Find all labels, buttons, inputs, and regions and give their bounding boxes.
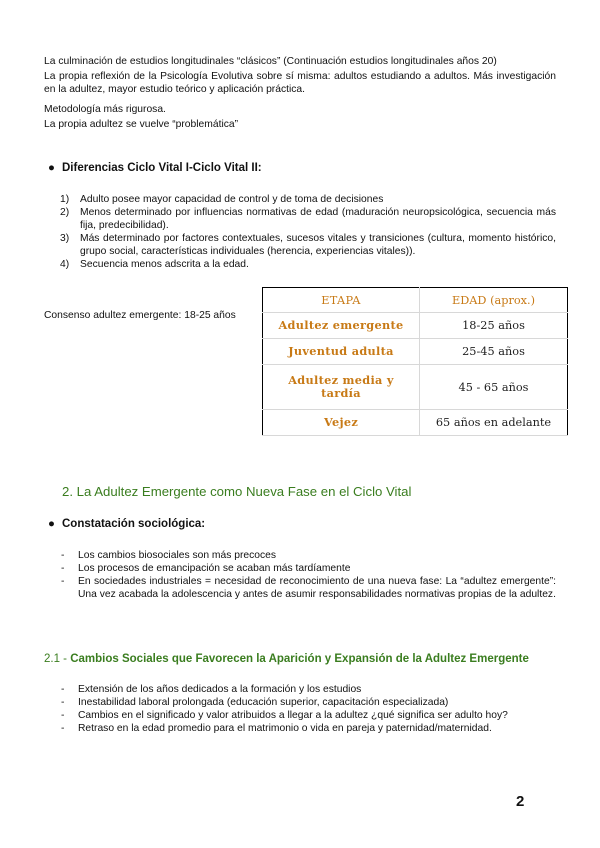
cambios-list: [44, 683, 556, 735]
list-item: [44, 258, 556, 271]
constatacion-heading-text: Constatación sociológica:: [62, 518, 206, 530]
list-item-text: Más determinado por factores contextuales, sucesos vitales y transiciones (cultura, momento histórico, grupo social, características individuales (herencia, experiencias vitales)).: [80, 233, 556, 257]
list-item-text: Adulto posee mayor capacidad de control y de toma de decisiones: [80, 194, 384, 205]
section-2-1-title-text: Cambios Sociales que Favorecen la Aparición y Expansión de la Adultez Emergente: [70, 653, 529, 665]
section-2-title: 2. La Adultez Emergente como Nueva Fase en el Ciclo Vital: [62, 484, 412, 499]
diferencias-heading-text: Diferencias Ciclo Vital I-Ciclo Vital II:: [62, 162, 262, 174]
list-item-text: Retraso en la edad promedio para el matrimonio o vida en pareja y paternidad/maternidad.: [78, 723, 492, 734]
dash-icon: -: [61, 710, 65, 721]
list-item-text: Menos determinado por influencias normativas de edad (maduración neuropsicológica, secuencia más fija, predecibilidad).: [80, 207, 556, 231]
bullet-icon: ●: [48, 162, 55, 174]
list-item-text: Los procesos de emancipación se acaban más tardíamente: [78, 563, 351, 574]
list-item: [44, 709, 556, 722]
dash-icon: -: [61, 576, 65, 587]
intro-line-4: La propia adultez se vuelve “problemática”: [44, 119, 239, 130]
bullet-icon: ●: [48, 518, 55, 530]
constatacion-list: [44, 549, 556, 601]
list-item: [44, 575, 556, 601]
list-item: [44, 696, 556, 709]
list-item-text: Extensión de los años dedicados a la formación y los estudios: [78, 684, 362, 695]
table-cell-etapa: [263, 365, 420, 410]
dash-icon: -: [61, 723, 65, 734]
list-item: [44, 549, 556, 562]
list-item: [44, 193, 556, 206]
table-row: [263, 410, 568, 436]
table-cell-edad: 25-45 años: [420, 339, 568, 365]
table-cell-etapa: Juventud adulta: [263, 339, 420, 365]
table-row: [263, 313, 568, 339]
table-cell-edad: 65 años en adelante: [420, 410, 568, 436]
table-header-row: [263, 288, 568, 313]
list-item: [44, 722, 556, 735]
table-cell-edad: 45 - 65 años: [420, 365, 568, 410]
section-2-1-title: [44, 653, 529, 665]
list-item: [44, 232, 556, 258]
table-row: [263, 365, 568, 410]
constatacion-heading: [48, 518, 206, 530]
intro-line-3: Metodología más rigurosa.: [44, 104, 166, 115]
section-2-1-prefix: 2.1 -: [44, 653, 71, 665]
page-number: 2: [516, 793, 525, 810]
list-number: 2): [60, 207, 70, 218]
table-row: [263, 339, 568, 365]
table-header-edad: EDAD (aprox.): [420, 288, 568, 313]
table-cell-etapa: Vejez: [263, 410, 420, 436]
list-number: 3): [60, 233, 70, 244]
list-number: 4): [60, 259, 70, 270]
list-item-text: Secuencia menos adscrita a la edad.: [80, 259, 249, 270]
intro-line-1: La culminación de estudios longitudinales “clásicos” (Continuación estudios longitudinales años 20): [44, 56, 497, 67]
dash-icon: -: [61, 550, 65, 561]
diferencias-list: [44, 193, 556, 271]
table-cell-etapa: Adultez emergente: [263, 313, 420, 339]
etapas-table: [262, 287, 568, 436]
list-item-text: En sociedades industriales = necesidad de reconocimiento de una nueva fase: La “adultez emergente”: Una vez acabada la adolescencia y antes de asumir responsabilidades normativas propias de la adultez.: [78, 576, 556, 600]
list-item: [44, 206, 556, 232]
dash-icon: -: [61, 684, 65, 695]
intro-line-2: La propia reflexión de la Psicología Evolutiva sobre sí misma: adultos estudiando a adultos. Más investigación en la adultez, mayor estudio teórico y aplicación práctica.: [44, 71, 556, 95]
consenso-text: Consenso adultez emergente: 18-25 años: [44, 310, 236, 321]
table-header-etapa: ETAPA: [263, 288, 420, 313]
table-cell-edad: 18-25 años: [420, 313, 568, 339]
list-item-text: Inestabilidad laboral prolongada (educación superior, capacitación especializada): [78, 697, 449, 708]
list-item: [44, 562, 556, 575]
list-number: 1): [60, 194, 70, 205]
list-item-text: Cambios en el significado y valor atribuidos a llegar a la adultez ¿qué significa ser adulto hoy?: [78, 710, 508, 721]
table-cell-etapa-text: Adultez media y tardía: [288, 373, 394, 400]
dash-icon: -: [61, 697, 65, 708]
diferencias-heading: [48, 162, 262, 174]
list-item-text: Los cambios biosociales son más precoces: [78, 550, 277, 561]
list-item: [44, 683, 556, 696]
dash-icon: -: [61, 563, 65, 574]
